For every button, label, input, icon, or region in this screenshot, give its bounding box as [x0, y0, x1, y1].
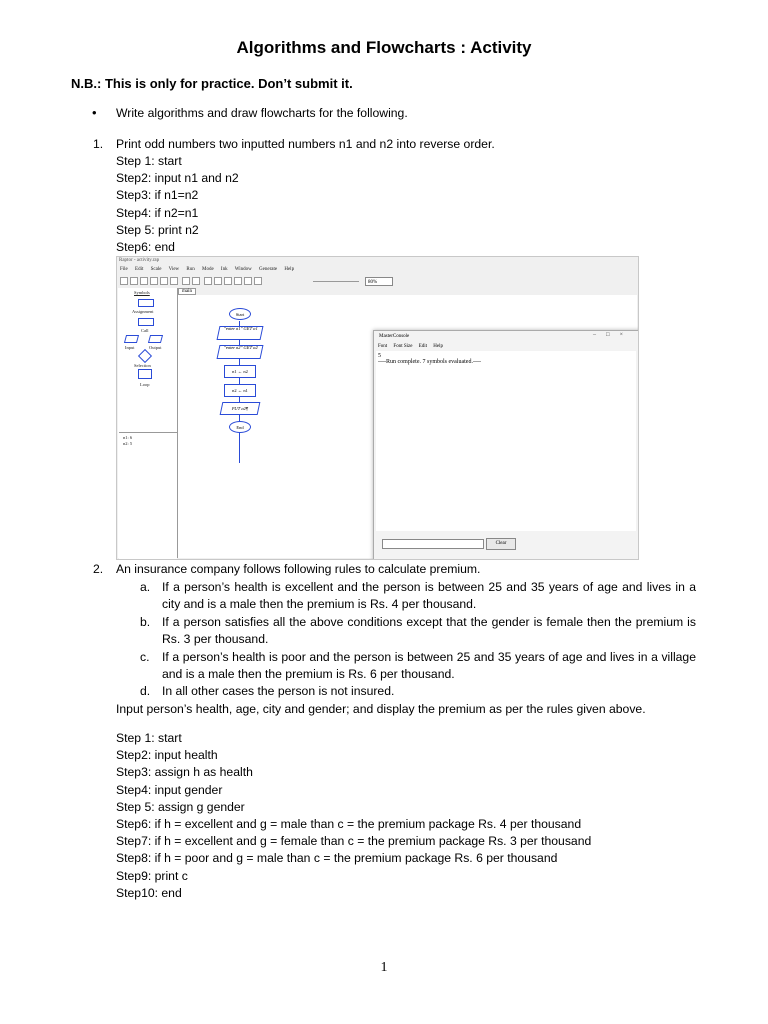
symbol-label: Output: [149, 345, 162, 350]
start-node[interactable]: Start: [229, 308, 251, 320]
speed-slider[interactable]: [313, 281, 359, 282]
loop-symbol[interactable]: [138, 369, 152, 379]
copy-icon[interactable]: [160, 277, 168, 285]
menu-item[interactable]: Window: [234, 267, 252, 272]
q1-text: Print odd numbers two inputted numbers n1 and n2 into reverse order.: [116, 137, 495, 151]
page-number: 1: [380, 960, 388, 975]
pause-icon[interactable]: [214, 277, 222, 285]
bullet-item: [92, 105, 408, 120]
symbol-label: Selection: [134, 363, 151, 368]
rule-label: b.: [140, 615, 151, 629]
bullet-dot-icon: •: [92, 105, 97, 120]
symbol-label: Call: [141, 328, 149, 333]
raptor-title: Raptor - activity.rap: [119, 258, 160, 263]
window-controls[interactable]: –□×: [592, 332, 633, 338]
q2-step: Step3: assign h as health: [116, 765, 253, 780]
menu-item[interactable]: Edit: [135, 267, 144, 272]
variables-panel: [119, 432, 177, 559]
output-node[interactable]: PUT n2¶: [220, 402, 261, 415]
selection-symbol[interactable]: [138, 349, 152, 363]
symbol-label: Assignment: [132, 309, 154, 314]
menu-item[interactable]: File: [120, 267, 128, 272]
call-symbol[interactable]: [138, 318, 154, 326]
q2-step: Step9: print c: [116, 868, 188, 883]
paste-icon[interactable]: [170, 277, 178, 285]
clear-button[interactable]: Clear: [486, 538, 516, 550]
note: N.B.: This is only for practice. Don’t submit it.: [71, 76, 353, 91]
rule-text: If a person’s health is poor and the person is between 25 and 35 years of age and lives in a village and is a male then the premium is Rs. 6 per thousand.: [162, 650, 696, 682]
console-menu-item[interactable]: Edit: [418, 344, 428, 349]
symbols-panel: [118, 288, 178, 558]
save-icon[interactable]: [140, 277, 148, 285]
variable: n2: 5: [123, 441, 133, 446]
q2-text: An insurance company follows following rules to calculate premium.: [116, 562, 481, 576]
console-input[interactable]: [382, 539, 484, 549]
undo-icon[interactable]: [192, 277, 200, 285]
menu-item[interactable]: Scale: [150, 267, 162, 272]
console-line: ----Run complete. 7 symbols evaluated.----: [378, 359, 481, 365]
symbol-label: Loop: [140, 382, 150, 387]
rule-text: In all other cases the person is not insured.: [162, 684, 395, 698]
menu-item[interactable]: Mode: [202, 267, 214, 272]
pen-icon[interactable]: [254, 277, 262, 285]
input-node[interactable]: "enter n1" GET n1: [217, 326, 264, 340]
master-console: [373, 330, 639, 560]
q2-step: Step10: end: [116, 885, 182, 900]
play-icon[interactable]: [204, 277, 212, 285]
stop-icon[interactable]: [224, 277, 232, 285]
input-symbol[interactable]: [124, 335, 139, 343]
q1-number: 1.: [93, 137, 104, 151]
q2-step: Step 5: assign g gender: [116, 799, 245, 814]
q1-step: Step3: if n1=n2: [116, 188, 199, 203]
console-menu-item[interactable]: Help: [433, 344, 444, 349]
console-menu-item[interactable]: Font: [378, 344, 388, 349]
raptor-menu: [120, 267, 300, 272]
step-into-icon[interactable]: [244, 277, 252, 285]
console-title: MasterConsole: [379, 334, 410, 339]
menu-item[interactable]: View: [168, 267, 180, 272]
assignment-node[interactable]: n1 ← n2: [224, 365, 256, 378]
console-output: [376, 351, 636, 531]
input-node[interactable]: "enter n2" GET n2: [217, 345, 264, 359]
menu-item[interactable]: Help: [284, 267, 295, 272]
symbols-tab[interactable]: Symbols: [134, 290, 150, 295]
open-icon[interactable]: [130, 277, 138, 285]
symbol-label: Input: [125, 345, 135, 350]
q2-step: Step8: if h = poor and g = male than c = the premium package Rs. 6 per thousand: [116, 851, 558, 866]
rule-label: a.: [140, 580, 151, 594]
q1-step: Step4: if n2=n1: [116, 205, 199, 220]
assignment-node[interactable]: n2 ← n1: [224, 384, 256, 397]
menu-item[interactable]: Run: [186, 267, 195, 272]
cut-icon[interactable]: [150, 277, 158, 285]
output-symbol[interactable]: [148, 335, 163, 343]
raptor-screenshot: [116, 256, 639, 560]
console-menu: [378, 344, 448, 349]
menu-item[interactable]: Ink: [220, 267, 228, 272]
console-line: 5: [378, 353, 381, 359]
main-tab[interactable]: main: [178, 288, 196, 295]
bullet-text: Write algorithms and draw flowcharts for the following.: [116, 106, 408, 120]
new-icon[interactable]: [120, 277, 128, 285]
page-title: Algorithms and Flowcharts : Activity: [236, 38, 532, 57]
zoom-select[interactable]: 80%: [365, 277, 393, 286]
q2-step: Step6: if h = excellent and g = male than c = the premium package Rs. 4 per thousand: [116, 816, 582, 831]
variable: n1: 6: [123, 435, 133, 440]
rule-label: d.: [140, 684, 151, 698]
q1-step: Step 5: print n2: [116, 222, 199, 237]
q2-instruction: Input person’s health, age, city and gender; and display the premium as per the rules given above.: [116, 702, 646, 716]
q1-step: Step 1: start: [116, 154, 182, 168]
q1-steps: [116, 153, 239, 256]
console-menu-item[interactable]: Font Size: [393, 344, 413, 349]
step-icon[interactable]: [234, 277, 242, 285]
q2-step: Step7: if h = excellent and g = female than c = the premium package Rs. 3 per thousand: [116, 834, 592, 849]
assignment-symbol[interactable]: [138, 299, 154, 307]
q2-steps: [116, 730, 591, 902]
rule-text: If a person’s health is excellent and the person is between 25 and 35 years of age and lives in a city and is a male then the premium is Rs. 4 per thousand.: [162, 580, 696, 612]
q2-number: 2.: [93, 562, 104, 576]
q1-step: Step6: end: [116, 239, 175, 254]
menu-item[interactable]: Generate: [259, 267, 278, 272]
end-node[interactable]: End: [229, 421, 251, 433]
rule-text: If a person satisfies all the above conditions except that the gender is female then the premium is Rs. 3 per thousand.: [162, 615, 696, 647]
q2-step: Step4: input gender: [116, 782, 223, 797]
rule-label: c.: [140, 650, 150, 664]
q1-step: Step2: input n1 and n2: [116, 171, 239, 186]
print-icon[interactable]: [182, 277, 190, 285]
q2-step: Step2: input health: [116, 748, 218, 763]
q2-step: Step 1: start: [116, 731, 182, 745]
